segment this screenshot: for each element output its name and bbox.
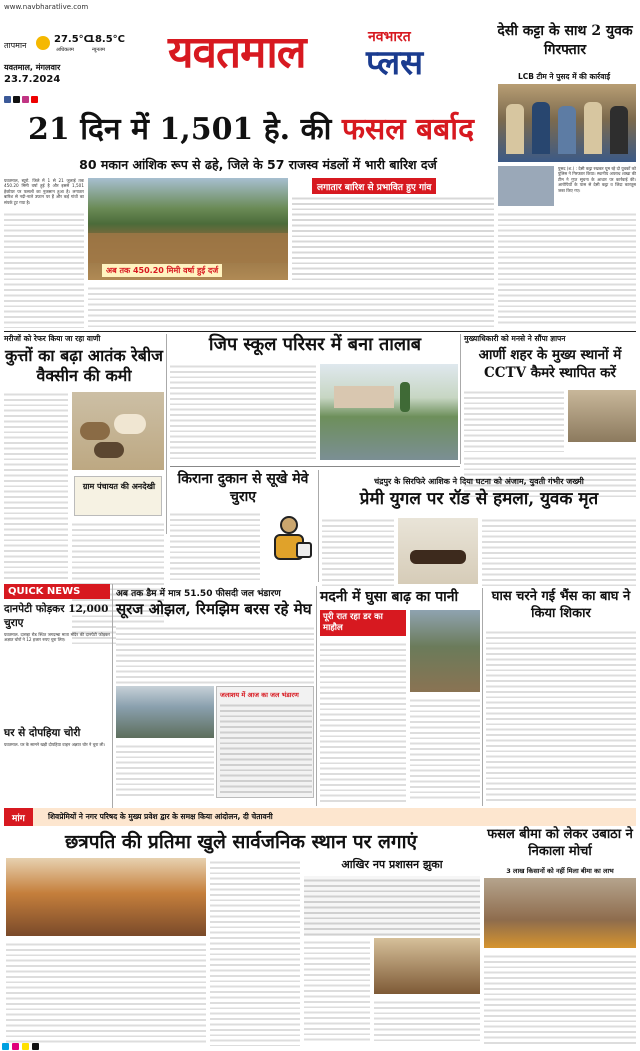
weather-label: तापमान (4, 41, 27, 50)
demand-kicker: शिवप्रेमियों ने नगर परिषद के मुख्य प्रवेश द्वार के समक्ष किया आंदोलन, दी चेतावनी (48, 812, 273, 821)
quick-news-item2-title[interactable]: घर से दोपहिया चोरी (4, 727, 81, 739)
flood-madni-headline[interactable]: मदनी में घुसा बाढ़ का पानी (320, 589, 459, 605)
social-icons (4, 88, 64, 97)
quick-news (4, 584, 110, 808)
water-story (116, 586, 314, 806)
protest-march-photo (484, 878, 636, 948)
couple-kicker: चंद्रपुर के सिरफिरे आशिक ने दिया घटना को अंजाम, युवती गंभीर जख्मी (374, 477, 584, 486)
affected-villages-box (292, 178, 494, 280)
water-kicker: अब तक डैम में मात्र 51.50 फीसदी जल भंडारण (116, 589, 281, 599)
water-storage-box (216, 686, 314, 798)
quick-news-item2-body: यवतमाल. घर के सामने खड़ी दोपहिया वाहन अज्ञात चोर ने चुरा ली। (4, 742, 106, 747)
madni-flood-photo (410, 610, 480, 692)
flood-photo-caption: अब तक 450.20 मिमी वर्षा हुई दर्ज (102, 264, 222, 277)
lead-subhead: 80 मकान आंशिक रूप से ढहे, जिले के 57 राजस्व मंडलों में भारी बारिश दर्ज (79, 157, 437, 172)
arni-kicker: मुख्याधिकारी को मनसे ने सौंपा ज्ञापन (464, 334, 566, 343)
water-storage-title: जलाशय में आज का जल भंडारण (220, 691, 299, 699)
lead-body-col1-fill (4, 210, 84, 328)
thief-illustration (266, 512, 314, 572)
dog-kicker: मरीजों को रेफर किया जा रहा वाणी (4, 334, 101, 343)
x-icon[interactable] (13, 96, 20, 103)
arni-headline[interactable]: आर्णी शहर के मुख्य स्थानों में CCTV कैमरे स्थापित करें (478, 347, 622, 381)
side-top-subhead: LCB टीम ने पुसद में की कार्रवाई (517, 72, 611, 81)
instagram-icon[interactable] (22, 96, 29, 103)
crime-scene-photo (398, 518, 478, 584)
side-top-body-cont (498, 210, 636, 325)
school-story (170, 334, 458, 464)
gram-panchayat-box (74, 476, 162, 516)
shivaji-headline[interactable]: छत्रपति की प्रतिमा खुले सार्वजनिक स्थान पर लगाएं (64, 831, 418, 853)
youtube-icon[interactable] (31, 96, 38, 103)
demand-tag: मांग (4, 808, 33, 826)
kirana-story (170, 470, 316, 582)
site-url[interactable]: www.navbharatlive.com (4, 3, 89, 11)
couple-story (322, 476, 636, 586)
gun-photo (498, 166, 554, 206)
lead-body-col1: यवतमाल, ब्यूरो. जिले में 1 से 21 जुलाई तक 450.20 मिमी वर्षा हुई है और इससे 1,501 हेक्टेयर पर फसलों का नुकसान हुआ है। लगातार बारिश से नदी-नाले उफान पर हैं और कई गांवों का संपर्क टूट गया है। (4, 178, 84, 205)
mns-memorandum-photo (568, 390, 636, 442)
dog-headline[interactable]: कुत्तों का बढ़ा आतंक रेबीज वैक्सीन की कमी (5, 346, 163, 385)
buffalo-story (486, 588, 636, 806)
flood-madni-story (320, 588, 480, 806)
quick-news-title: QUICK NEWS (4, 584, 110, 599)
issue-date: 23.7.2024 (4, 74, 61, 85)
arrest-photo (498, 84, 636, 162)
dogs-photo (72, 392, 164, 470)
brand-bottom: प्लस (366, 43, 424, 83)
lead-headline-red: फसल बर्बाद (341, 112, 474, 147)
arni-story (464, 334, 636, 474)
statue-photo (374, 938, 480, 994)
side-top-story (488, 22, 638, 212)
temp-min-label: न्यूनतम (92, 47, 105, 53)
flood-madni-subhead: पूरी रात रहा डर का माहौल (320, 610, 406, 636)
shivaji-protest-photo (6, 858, 206, 936)
lead-headline[interactable] (28, 112, 488, 148)
water-headline[interactable]: सूरज ओझल, रिमझिम बरस रहे मेघ (116, 600, 312, 618)
temp-max: 27.5°C (54, 34, 92, 45)
crop-insurance-subhead: 3 लाख किसानों को नहीं मिला बीमा का लाभ (506, 867, 614, 875)
brand-city: यवतमाल (168, 27, 306, 78)
lead-body-lower (88, 284, 494, 328)
admin-headline[interactable]: आखिर नप प्रशासन झुका (341, 858, 443, 871)
flood-photo (88, 178, 288, 280)
couple-headline[interactable]: प्रेमी युगल पर रॉड से हमला, युवक मृत (359, 489, 599, 509)
school-pond-photo (320, 364, 458, 460)
side-top-body: पुसद (श.) : देसी कट्टा रखकर घूम रहे दो युवकों को पुलिस ने गिरफ्तार किया। स्थानीय अपराध शाखा की टीम ने गुप्त सूचना के आधार पर कार्रवाई की। आरोपियों के पास से देसी कट्टा व जिंदा कारतूस जब्त किए गए। (558, 166, 636, 193)
brand-top: नवभारत (368, 29, 411, 45)
temp-max-label: अधिकतम (56, 47, 74, 53)
temp-min: 18.5°C (88, 34, 126, 45)
lead-headline-black: 21 दिन में 1,501 हे. की (28, 112, 332, 147)
city-day: यवतमाल, मंगलवार (4, 63, 61, 72)
facebook-icon[interactable] (4, 96, 11, 103)
cmyk-strip (0, 1043, 640, 1049)
dam-photo (116, 686, 214, 738)
gram-panchayat-caption: ग्राम पंचायत की अनदेखी (82, 482, 156, 491)
admin-box (304, 858, 480, 1046)
side-top-headline[interactable]: देसी कट्टा के साथ 2 युवक गिरफ्तार (497, 23, 633, 58)
demand-bar (4, 808, 636, 826)
kirana-headline[interactable]: किराना दुकान से सूखे मेवे चुराए (177, 471, 309, 505)
buffalo-headline[interactable]: घास चरने गई भैंस का बाघ ने किया शिकार (491, 589, 631, 621)
sun-icon (36, 36, 50, 50)
school-headline[interactable]: जिप स्कूल परिसर में बना तालाब (208, 334, 422, 355)
crop-insurance-story (484, 826, 636, 1046)
crop-insurance-headline[interactable]: फसल बीमा को लेकर उबाठा ने निकाला मोर्चा (487, 827, 633, 859)
quick-news-item1-title[interactable]: दानपेटी फोड़कर 12,000 चुराए (4, 603, 109, 629)
affected-villages-title: लगातार बारिश से प्रभावित हुए गांव (312, 178, 436, 195)
quick-news-item1-body: यवतमाल. दारव्हा रोड स्थित जगदम्बा माता मंदिर की दानपेटी फोड़कर अज्ञात चोरों ने 12 हजार रुपए चुरा लिए। (4, 632, 110, 643)
